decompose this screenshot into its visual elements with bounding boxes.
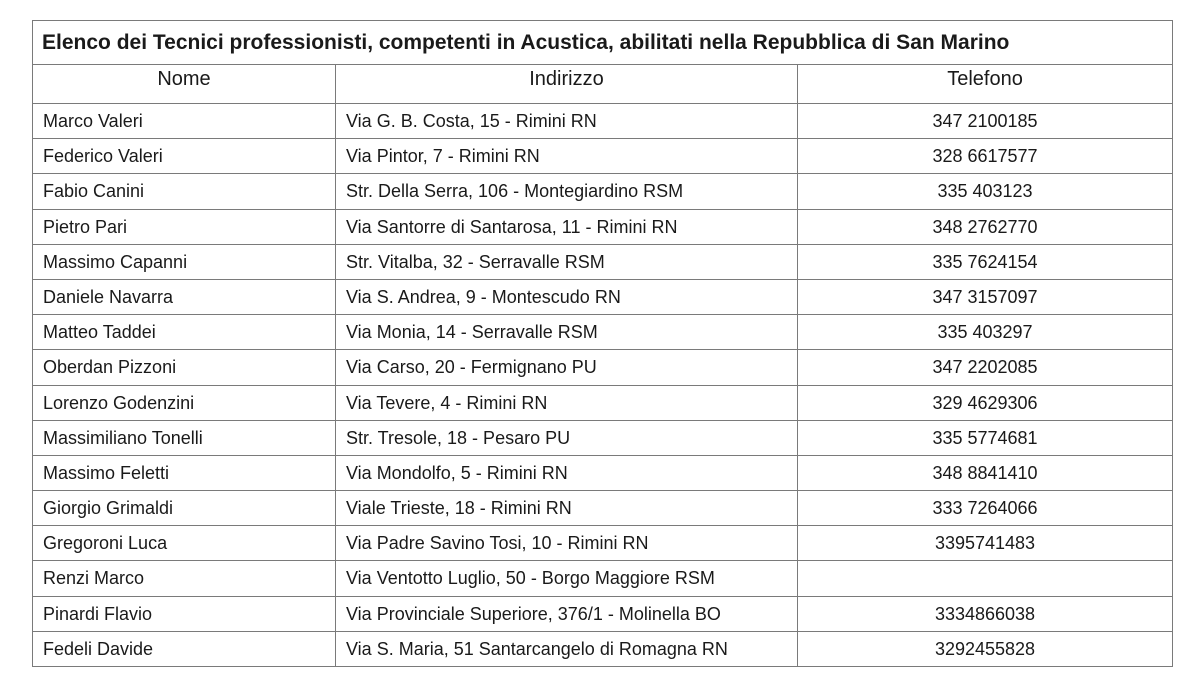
table-row	[33, 631, 1173, 666]
cell-nome: Giorgio Grimaldi	[33, 491, 336, 526]
cell-telefono: 3292455828	[798, 631, 1173, 666]
table-row	[33, 561, 1173, 596]
cell-indirizzo: Str. Della Serra, 106 - Montegiardino RSM	[336, 174, 798, 209]
table-row	[33, 526, 1173, 561]
table-row	[33, 420, 1173, 455]
cell-telefono: 333 7264066	[798, 491, 1173, 526]
table-row	[33, 350, 1173, 385]
cell-indirizzo: Str. Vitalba, 32 - Serravalle RSM	[336, 244, 798, 279]
cell-telefono: 347 2202085	[798, 350, 1173, 385]
table-title: Elenco dei Tecnici professionisti, competenti in Acustica, abilitati nella Repubblica di San Marino	[33, 21, 1173, 65]
cell-indirizzo: Via S. Maria, 51 Santarcangelo di Romagna RN	[336, 631, 798, 666]
table-row	[33, 244, 1173, 279]
cell-indirizzo: Via Santorre di Santarosa, 11 - Rimini RN	[336, 209, 798, 244]
cell-telefono: 335 403123	[798, 174, 1173, 209]
cell-telefono: 329 4629306	[798, 385, 1173, 420]
cell-indirizzo: Via Carso, 20 - Fermignano PU	[336, 350, 798, 385]
cell-indirizzo: Via Monia, 14 - Serravalle RSM	[336, 315, 798, 350]
technicians-table	[32, 20, 1173, 667]
cell-telefono: 347 2100185	[798, 104, 1173, 139]
table-row	[33, 315, 1173, 350]
cell-nome: Massimiliano Tonelli	[33, 420, 336, 455]
cell-telefono: 335 7624154	[798, 244, 1173, 279]
table-row	[33, 139, 1173, 174]
cell-nome: Renzi Marco	[33, 561, 336, 596]
cell-telefono: 328 6617577	[798, 139, 1173, 174]
cell-indirizzo: Via Provinciale Superiore, 376/1 - Molinella BO	[336, 596, 798, 631]
cell-telefono: 348 8841410	[798, 455, 1173, 490]
cell-nome: Matteo Taddei	[33, 315, 336, 350]
table-row	[33, 209, 1173, 244]
table-row	[33, 596, 1173, 631]
table-row	[33, 385, 1173, 420]
cell-indirizzo: Str. Tresole, 18 - Pesaro PU	[336, 420, 798, 455]
cell-nome: Fabio Canini	[33, 174, 336, 209]
table-body	[33, 104, 1173, 667]
cell-telefono: 348 2762770	[798, 209, 1173, 244]
cell-nome: Lorenzo Godenzini	[33, 385, 336, 420]
table-row	[33, 455, 1173, 490]
cell-indirizzo: Via Pintor, 7 - Rimini RN	[336, 139, 798, 174]
header-telefono: Telefono	[798, 65, 1173, 104]
cell-nome: Federico Valeri	[33, 139, 336, 174]
cell-indirizzo: Via S. Andrea, 9 - Montescudo RN	[336, 279, 798, 314]
cell-nome: Fedeli Davide	[33, 631, 336, 666]
cell-nome: Massimo Feletti	[33, 455, 336, 490]
table-row	[33, 279, 1173, 314]
cell-telefono: 3395741483	[798, 526, 1173, 561]
cell-nome: Gregoroni Luca	[33, 526, 336, 561]
cell-nome: Pinardi Flavio	[33, 596, 336, 631]
table-row	[33, 104, 1173, 139]
cell-telefono: 3334866038	[798, 596, 1173, 631]
cell-nome: Pietro Pari	[33, 209, 336, 244]
cell-indirizzo: Via Tevere, 4 - Rimini RN	[336, 385, 798, 420]
table-row	[33, 174, 1173, 209]
cell-nome: Massimo Capanni	[33, 244, 336, 279]
header-indirizzo: Indirizzo	[336, 65, 798, 104]
cell-telefono: 347 3157097	[798, 279, 1173, 314]
header-nome: Nome	[33, 65, 336, 104]
cell-nome: Oberdan Pizzoni	[33, 350, 336, 385]
cell-nome: Daniele Navarra	[33, 279, 336, 314]
cell-indirizzo: Via Padre Savino Tosi, 10 - Rimini RN	[336, 526, 798, 561]
cell-indirizzo: Viale Trieste, 18 - Rimini RN	[336, 491, 798, 526]
cell-telefono: 335 5774681	[798, 420, 1173, 455]
table-row	[33, 491, 1173, 526]
title-row	[33, 21, 1173, 65]
cell-indirizzo: Via Ventotto Luglio, 50 - Borgo Maggiore RSM	[336, 561, 798, 596]
cell-indirizzo: Via G. B. Costa, 15 - Rimini RN	[336, 104, 798, 139]
cell-telefono: 335 403297	[798, 315, 1173, 350]
cell-nome: Marco Valeri	[33, 104, 336, 139]
header-row	[33, 65, 1173, 104]
cell-telefono	[798, 561, 1173, 596]
cell-indirizzo: Via Mondolfo, 5 - Rimini RN	[336, 455, 798, 490]
